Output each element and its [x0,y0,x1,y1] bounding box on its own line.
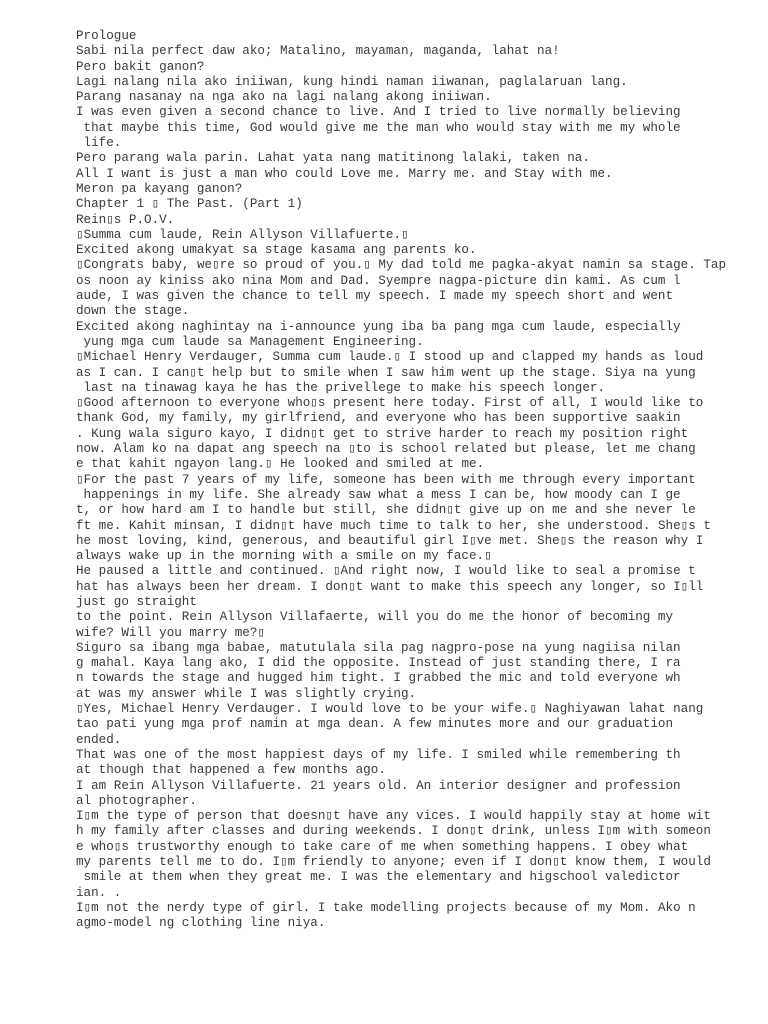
text-line: at though that happened a few months ago. [76,763,386,778]
text-line: Pero bakit ganon? [76,59,205,74]
text-line: ▯Congrats baby, we▯re so proud of you.▯ My dad told me pagka-akyat namin sa stage. Tap [76,258,727,273]
text-line: That was one of the most happiest days of my life. I smiled while remembering th [76,747,681,762]
text-line: last na tinawag kaya he has the privellege to make his speech longer. [76,380,606,395]
text-line: Parang nasanay na nga ako na lagi nalang akong iniiwan. [76,90,492,105]
text-line: that maybe this time, God would give me the man who would stay with me my whole [76,120,681,135]
text-line: Meron pa kayang ganon? [76,181,243,196]
text-line: ian. . [76,885,122,900]
text-line: . Kung wala siguro kayo, I didn▯t get to strive harder to reach my position right [76,426,689,441]
text-line: down the stage. [76,304,190,319]
text-line: I was even given a second chance to live. And I tried to live normally believing [76,105,681,120]
text-line: Siguro sa ibang mga babae, matutulala sila pag nagpro-pose na yung nagiisa nilan [76,640,681,655]
text-line: my parents tell me to do. I▯m friendly to anyone; even if I don▯t know them, I would [76,855,711,870]
text-line: os noon ay kiniss ako nina Mom and Dad. Syempre nagpa-picture din kami. As cum l [76,273,681,288]
text-line: as I can. I can▯t help but to smile when I saw him went up the stage. Siya na yung [76,365,696,380]
text-line: h my family after classes and during weekends. I don▯t drink, unless I▯m with someon [76,824,711,839]
document-body [76,29,766,932]
text-line: Rein▯s P.O.V. [76,212,175,227]
text-line: tao pati yung mga prof namin at mga dean. A few minutes more and our graduation [76,717,674,732]
text-line: life. [76,136,122,151]
text-line: wife? Will you marry me?▯ [76,625,265,640]
text-line: smile at them when they great me. I was the elementary and higschool valedictor [76,870,681,885]
text-line: g mahal. Kaya lang ako, I did the opposite. Instead of just standing there, I ra [76,656,681,671]
text-line: Sabi nila perfect daw ako; Matalino, mayaman, maganda, lahat na! [76,44,560,59]
text-line: ▯For the past 7 years of my life, someone has been with me through every important [76,472,696,487]
text-line: ▯Yes, Michael Henry Verdauger. I would love to be your wife.▯ Naghiyawan lahat nang [76,702,704,717]
text-line: e who▯s trustworthy enough to take care of me when something happens. I obey what [76,839,689,854]
text-line: Excited akong umakyat sa stage kasama ang parents ko. [76,243,477,258]
text-line: always wake up in the morning with a smile on my face.▯ [76,549,492,564]
text-line: Chapter 1 ▯ The Past. (Part 1) [76,197,303,212]
text-line: ▯Good afternoon to everyone who▯s present here today. First of all, I would like to [76,396,704,411]
text-line: agmo-model ng clothing line niya. [76,916,326,931]
text-line: at was my answer while I was slightly crying. [76,686,417,701]
text-line: to the point. Rein Allyson Villafaerte, will you do me the honor of becoming my [76,610,674,625]
text-line: e that kahit ngayon lang.▯ He looked and smiled at me. [76,457,485,472]
text-line: n towards the stage and hugged him tight. I grabbed the mic and told everyone wh [76,671,681,686]
text-line: happenings in my life. She already saw what a mess I can be, how moody can I ge [76,487,681,502]
text-line: yung mga cum laude sa Management Engineering. [76,334,424,349]
text-line: I▯m not the nerdy type of girl. I take modelling projects because of my Mom. Ako n [76,900,696,915]
text-line: Excited akong naghintay na i-announce yung iba ba pang mga cum laude, especially [76,319,681,334]
prologue-heading: Prologue [76,29,137,43]
text-line: ▯Michael Henry Verdauger, Summa cum laude.▯ I stood up and clapped my hands as loud [76,350,704,365]
text-line: now. Alam ko na dapat ang speech na ▯to is school related but please, let me chang [76,442,696,457]
text-line: I▯m the type of person that doesn▯t have any vices. I would happily stay at home wit [76,809,711,824]
text-line: I am Rein Allyson Villafuerte. 21 years old. An interior designer and profession [76,778,681,793]
text-line: ended. [76,732,122,747]
text-line: Lagi nalang nila ako iniiwan, kung hindi naman iiwanan, paglalaruan lang. [76,74,628,89]
text-line: he most loving, kind, generous, and beautiful girl I▯ve met. She▯s the reason why I [76,533,704,548]
text-line: All I want is just a man who could Love me. Marry me. and Stay with me. [76,166,613,181]
text-line: t, or how hard am I to handle but still, she didn▯t give up on me and she never le [76,503,696,518]
text-line: ft me. Kahit minsan, I didn▯t have much time to talk to her, she understood. She▯s t [76,518,711,533]
text-line: just go straight [76,594,197,609]
text-line: Pero parang wala parin. Lahat yata nang matitinong lalaki, taken na. [76,151,590,166]
text-line: hat has always been her dream. I don▯t want to make this speech any longer, so I▯ll [76,579,704,594]
text-line: al photographer. [76,793,197,808]
text-line: ▯Summa cum laude, Rein Allyson Villafuerte.▯ [76,227,409,242]
text-line: aude, I was given the chance to tell my speech. I made my speech short and went [76,289,674,304]
text-line: thank God, my family, my girlfriend, and everyone who has been supportive saakin [76,411,681,426]
text-line: He paused a little and continued. ▯And right now, I would like to seal a promise t [76,564,696,579]
